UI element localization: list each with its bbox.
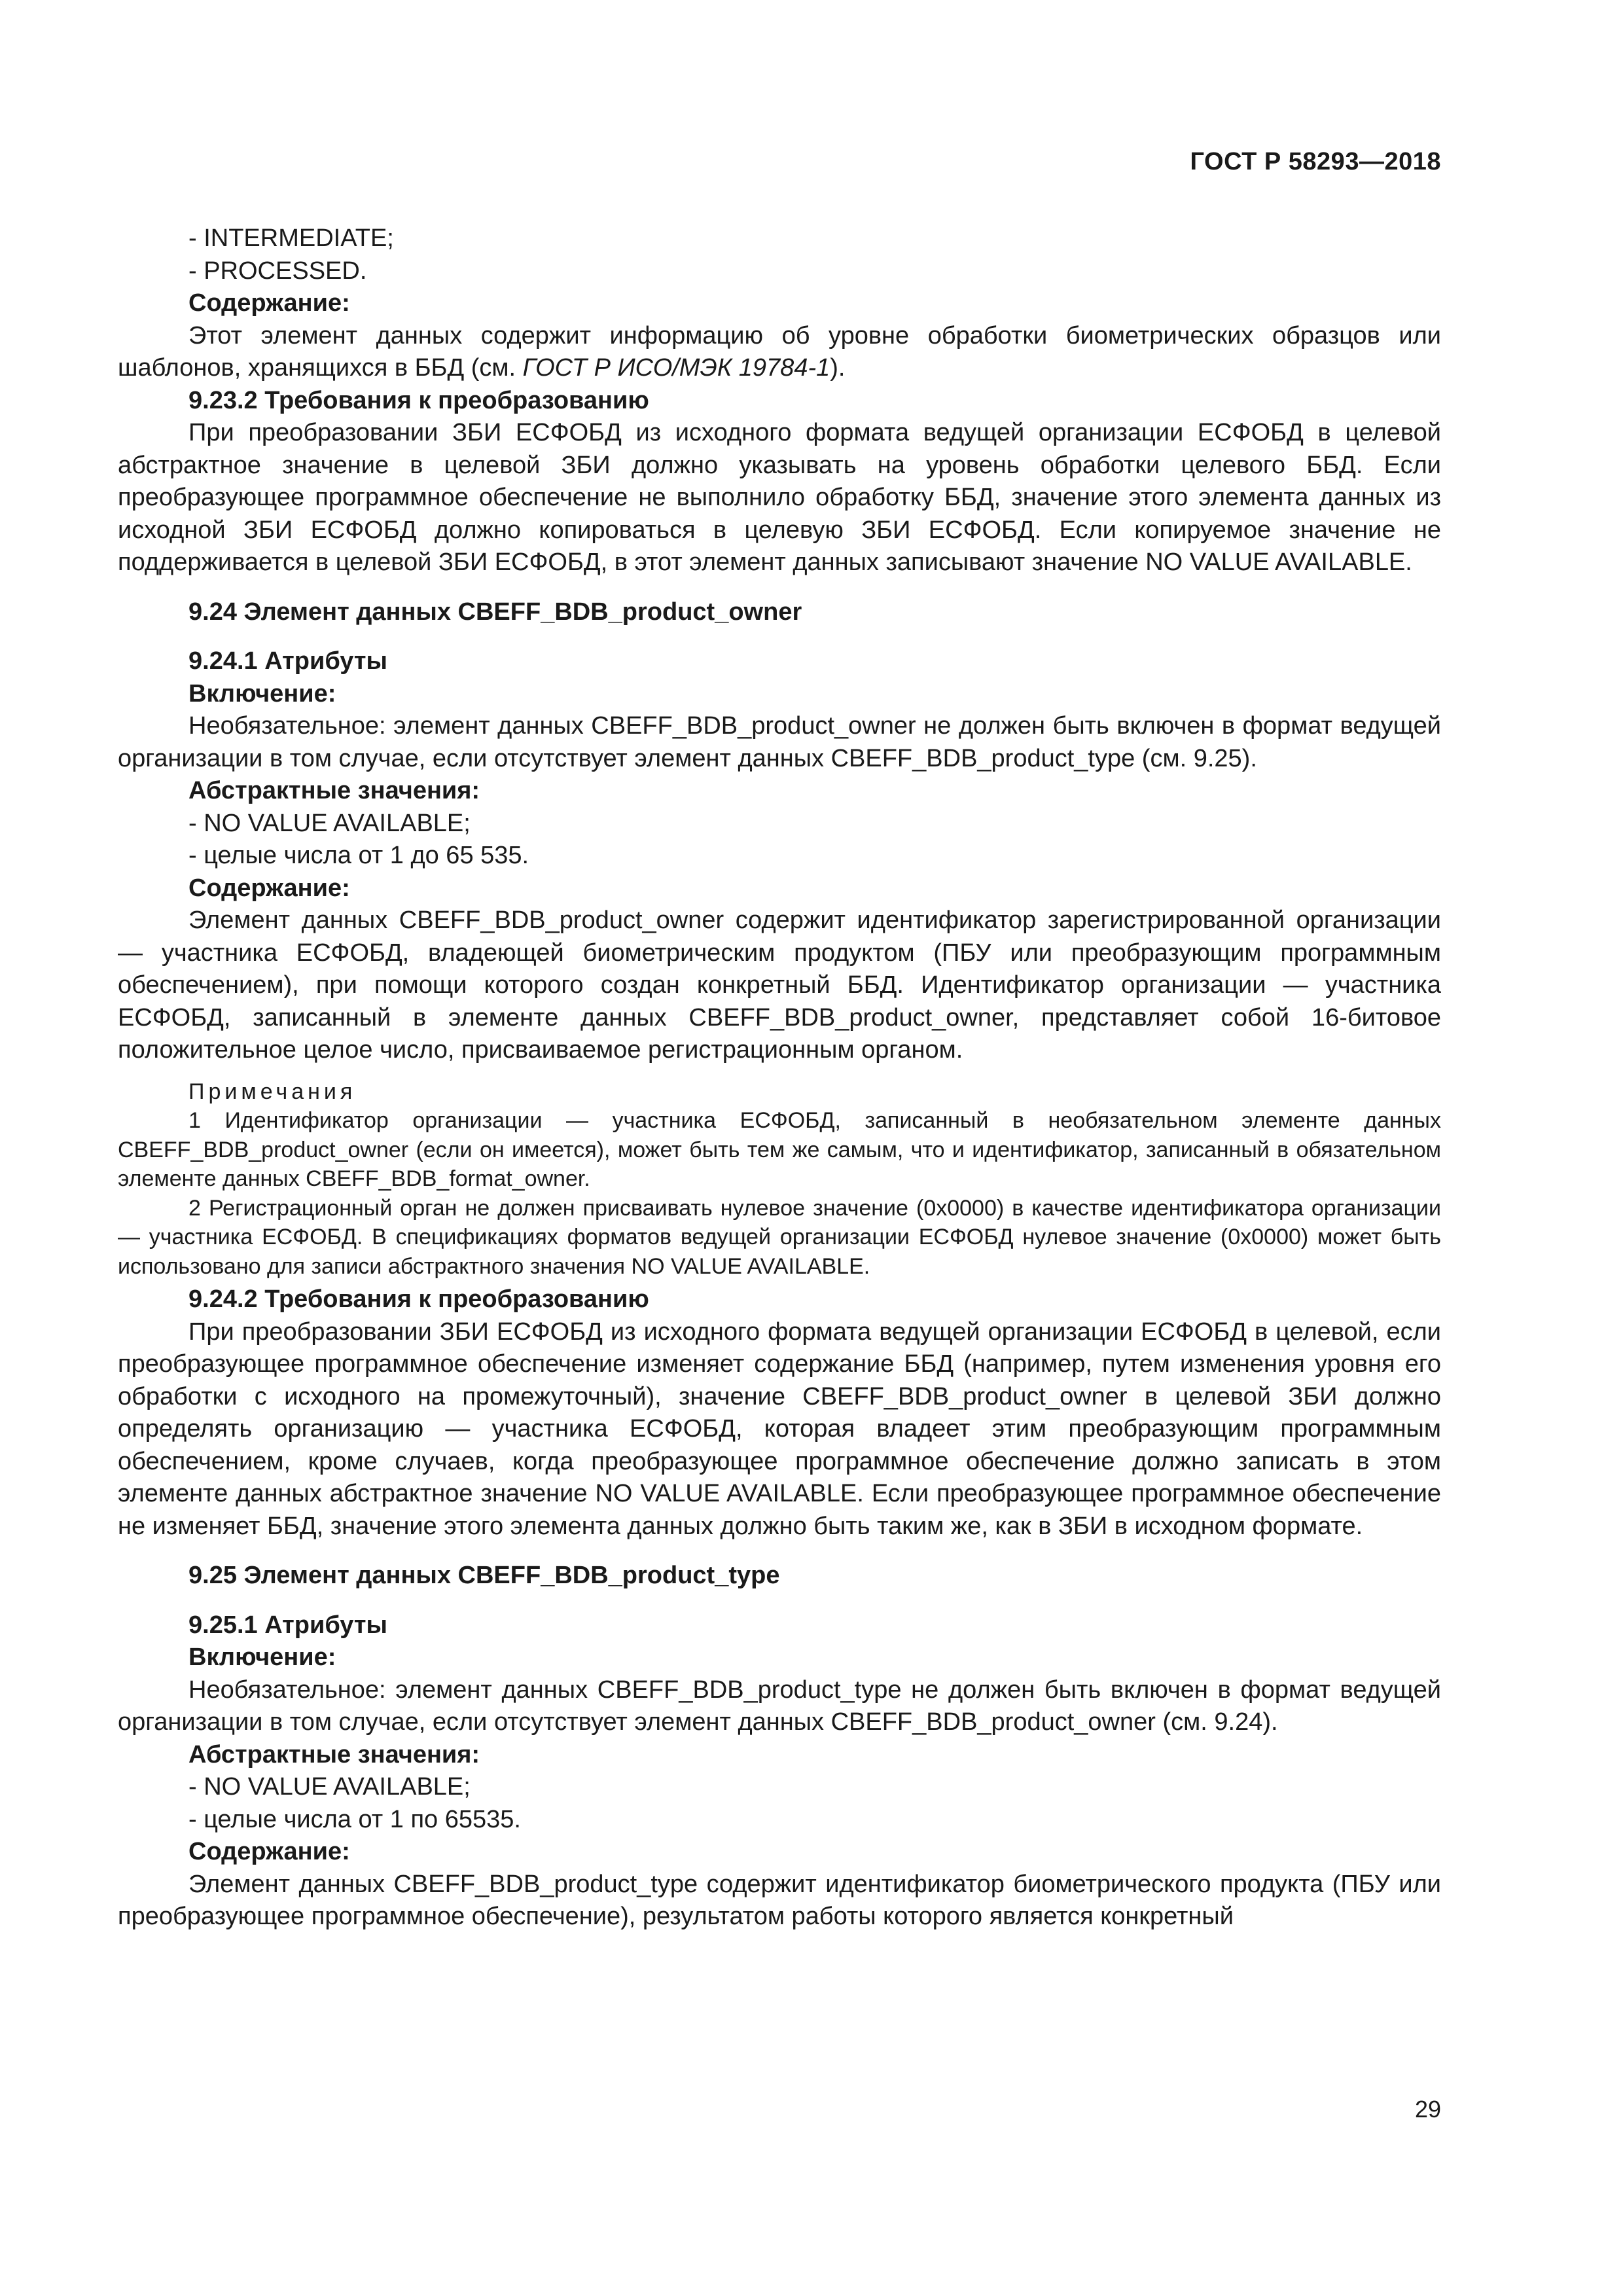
section-heading: 9.24 Элемент данных CBEFF_BDB_product_owner (188, 598, 802, 626)
paragraph: При преобразовании ЗБИ ЕСФОБД из исходного формата ведущей организации ЕСФОБД в целевой абстрактное значение в целевой ЗБИ должно указывать на уровень обработки целевого ББД. Если преобразующее программное обеспечение не выполнило обработку ББД, значение этого элемента данных из исходной ЗБИ ЕСФОБД должно копироваться в целевую ЗБИ ЕСФОБД. Если копируемое значение не поддерживается в целевой ЗБИ ЕСФОБД, в этот элемент данных записывают значение NO VALUE AVAILABLE. (118, 419, 1441, 576)
paragraph: Элемент данных CBEFF_BDB_product_owner содержит идентификатор зарегистрированной организации — участника ЕСФОБД, владеющей биометрическим продуктом (ПБУ или преобразующим программным обеспечением), при помощи которого создан конкретный ББД. Идентификатор организации — участника ЕСФОБД, записанный в элементе данных CBEFF_BDB_product_owner, представляет собой 16-битовое положительное целое число, присваиваемое регистрационным органом. (118, 906, 1441, 1064)
note-text: 1 Идентификатор организации — участника ЕСФОБД, записанный в необязательном элементе данных CBEFF_BDB_product_owner (если он имеется), может быть тем же самым, что и идентификатор, записанный в обязательном элементе данных CBEFF_BDB_format_owner. (118, 1108, 1441, 1191)
note-text: 2 Регистрационный орган не должен присваивать нулевое значение (0x0000) в качестве идентификатора организации — участника ЕСФОБД. В спецификациях форматов ведущей организации ЕСФОБД нулевое значение (0x0000) может быть использовано для записи абстрактного значения NO VALUE AVAILABLE. (118, 1195, 1441, 1279)
section-heading: Абстрактные значения: (188, 1740, 480, 1768)
paragraph: - NO VALUE AVAILABLE; (188, 809, 471, 837)
paragraph: При преобразовании ЗБИ ЕСФОБД из исходного формата ведущей организации ЕСФОБД в целевой, если преобразующее программное обеспечение изменяет содержание ББД (например, путем изменения уровня его обработки с исходного на промежуточный), значение CBEFF_BDB_product_owner в целевой ЗБИ должно определять организацию — участника ЕСФОБД, которая владеет этим преобразующим программным обеспечением, кроме случаев, когда преобразующее программное обеспечение должно записать в этом элементе данных абстрактное значение NO VALUE AVAILABLE. Если преобразующее программное обеспечение не изменяет ББД, значение этого элемента данных должно быть таким же, как в ЗБИ в исходном формате. (118, 1318, 1441, 1540)
section-heading: 9.23.2 Требования к преобразованию (188, 386, 649, 414)
section-heading: 9.24.1 Атрибуты (188, 647, 387, 675)
paragraph: Необязательное: элемент данных CBEFF_BDB_product_type не должен быть включен в формат ведущей организации в том случае, если отсутствует элемент данных CBEFF_BDB_product_owner (см. 9.24). (118, 1676, 1441, 1736)
section-heading: Содержание: (188, 874, 350, 902)
page-number: 29 (1414, 2096, 1441, 2123)
paragraph: - целые числа от 1 по 65535. (188, 1805, 521, 1833)
document-body (118, 223, 1441, 1933)
paragraph: - INTERMEDIATE; (188, 224, 394, 252)
page-header: ГОСТ Р 58293—2018 (1190, 148, 1441, 175)
paragraph: - PROCESSED. (188, 257, 367, 285)
notes-block (118, 1077, 1441, 1282)
paragraph: Элемент данных CBEFF_BDB_product_type содержит идентификатор биометрического продукта (ПБУ или преобразующее программное обеспечение), результатом работы которого является конкретный (118, 1870, 1441, 1930)
note-heading: Примечания (188, 1079, 357, 1104)
section-heading: Включение: (188, 679, 336, 708)
section-heading: Абстрактные значения: (188, 777, 480, 804)
section-heading: 9.24.2 Требования к преобразованию (188, 1285, 649, 1313)
paragraph: - NO VALUE AVAILABLE; (188, 1773, 471, 1801)
paragraph: - целые числа от 1 до 65 535. (188, 842, 529, 869)
section-heading: 9.25 Элемент данных CBEFF_BDB_product_type (188, 1562, 780, 1589)
section-heading: Включение: (188, 1643, 336, 1671)
paragraph: Необязательное: элемент данных CBEFF_BDB_product_owner не должен быть включен в формат ведущей организации в том случае, если отсутствует элемент данных CBEFF_BDB_product_type (см. 9.25). (118, 712, 1441, 772)
section-heading: 9.25.1 Атрибуты (188, 1611, 387, 1639)
section-heading: Содержание: (188, 289, 350, 317)
paragraph: Этот элемент данных содержит информацию об уровне обработки биометрических образцов или шаблонов, хранящихся в ББД (см. ГОСТ Р ИСО/МЭК 19784-1). (118, 321, 1441, 382)
section-heading: Содержание: (188, 1838, 350, 1865)
